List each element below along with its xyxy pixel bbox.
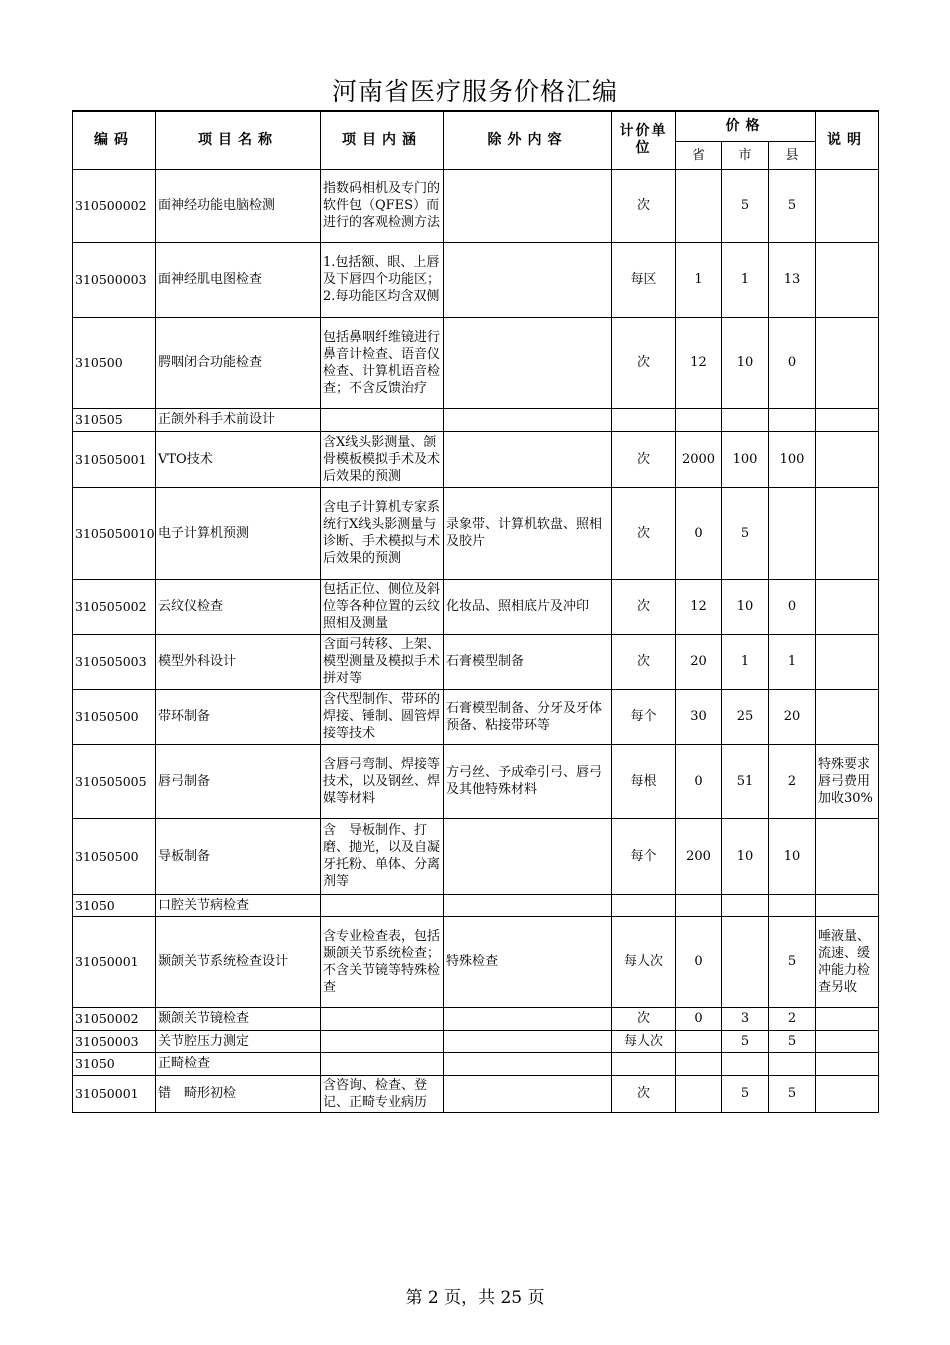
row-price-province xyxy=(676,1075,722,1112)
row-exclude xyxy=(444,818,612,894)
row-note xyxy=(816,579,879,634)
row-note xyxy=(816,317,879,408)
row-content: 含X线头影测量、颌骨模板模拟手术及术后效果的预测 xyxy=(321,431,444,487)
table-row xyxy=(73,818,879,894)
row-code: 310500 xyxy=(73,317,156,408)
row-exclude xyxy=(444,408,612,431)
row-name: 面神经功能电脑检测 xyxy=(156,169,321,242)
row-price-county: 5 xyxy=(769,1075,816,1112)
row-price-county xyxy=(769,894,816,916)
table-row xyxy=(73,916,879,1007)
row-name: 导板制备 xyxy=(156,818,321,894)
header-price: 价格 xyxy=(676,111,816,141)
row-price-city: 25 xyxy=(722,689,769,744)
row-code: 31050500 xyxy=(73,689,156,744)
row-price-city xyxy=(722,1052,769,1075)
row-price-province xyxy=(676,408,722,431)
row-name: 颞颌关节系统检查设计 xyxy=(156,916,321,1007)
row-exclude xyxy=(444,1007,612,1030)
row-code: 31050 xyxy=(73,894,156,916)
header-code: 编码 xyxy=(73,111,156,169)
row-code: 310505001 xyxy=(73,431,156,487)
row-code: 31050001 xyxy=(73,916,156,1007)
row-price-province: 0 xyxy=(676,744,722,818)
row-price-city: 3 xyxy=(722,1007,769,1030)
row-content xyxy=(321,894,444,916)
row-content xyxy=(321,408,444,431)
row-code: 310505005 xyxy=(73,744,156,818)
row-price-city: 1 xyxy=(722,634,769,689)
row-code: 310505 xyxy=(73,408,156,431)
row-exclude: 方弓丝、予成牵引弓、唇弓及其他特殊材料 xyxy=(444,744,612,818)
row-unit: 次 xyxy=(612,169,676,242)
row-price-county: 5 xyxy=(769,169,816,242)
row-content xyxy=(321,1007,444,1030)
row-exclude: 特殊检查 xyxy=(444,916,612,1007)
row-price-county: 2 xyxy=(769,744,816,818)
header-county: 县 xyxy=(769,141,816,169)
row-price-county: 5 xyxy=(769,916,816,1007)
row-exclude: 石膏模型制备 xyxy=(444,634,612,689)
row-price-province: 2000 xyxy=(676,431,722,487)
row-note xyxy=(816,894,879,916)
row-unit: 次 xyxy=(612,1075,676,1112)
row-content: 1.包括额、眼、上唇及下唇四个功能区；2.每功能区均含双侧 xyxy=(321,242,444,317)
row-price-city: 5 xyxy=(722,169,769,242)
row-code: 310505003 xyxy=(73,634,156,689)
row-price-city xyxy=(722,916,769,1007)
row-exclude xyxy=(444,431,612,487)
table-row xyxy=(73,431,879,487)
row-unit: 次 xyxy=(612,579,676,634)
table-row xyxy=(73,579,879,634)
row-price-city: 5 xyxy=(722,1030,769,1052)
table-row xyxy=(73,894,879,916)
row-exclude xyxy=(444,317,612,408)
table-row xyxy=(73,487,879,579)
row-price-province: 12 xyxy=(676,317,722,408)
row-unit: 次 xyxy=(612,487,676,579)
row-content: 含面弓转移、上架、模型测量及模拟手术拼对等 xyxy=(321,634,444,689)
row-name: 错 畸形初检 xyxy=(156,1075,321,1112)
row-price-province xyxy=(676,894,722,916)
row-price-province: 0 xyxy=(676,916,722,1007)
row-name: 电子计算机预测 xyxy=(156,487,321,579)
table-row xyxy=(73,242,879,317)
row-name: 正颌外科手术前设计 xyxy=(156,408,321,431)
row-price-city: 10 xyxy=(722,317,769,408)
row-code: 31050003 xyxy=(73,1030,156,1052)
row-exclude xyxy=(444,1030,612,1052)
row-note xyxy=(816,242,879,317)
row-content xyxy=(321,1052,444,1075)
row-note: 唾液量、流速、缓冲能力检查另收 xyxy=(816,916,879,1007)
row-note xyxy=(816,1007,879,1030)
row-code: 310500002 xyxy=(73,169,156,242)
row-price-county: 0 xyxy=(769,317,816,408)
page-title: 河南省医疗服务价格汇编 xyxy=(331,77,618,106)
table-row xyxy=(73,169,879,242)
row-price-county: 100 xyxy=(769,431,816,487)
row-unit: 次 xyxy=(612,431,676,487)
row-price-county xyxy=(769,408,816,431)
row-price-province: 12 xyxy=(676,579,722,634)
row-content: 包括正位、侧位及斜位等各种位置的云纹照相及测量 xyxy=(321,579,444,634)
row-unit xyxy=(612,894,676,916)
row-price-province xyxy=(676,1030,722,1052)
row-price-province: 200 xyxy=(676,818,722,894)
row-name: 颞颌关节镜检查 xyxy=(156,1007,321,1030)
row-unit: 次 xyxy=(612,317,676,408)
row-price-city xyxy=(722,894,769,916)
row-unit: 次 xyxy=(612,634,676,689)
row-note xyxy=(816,1030,879,1052)
table-body xyxy=(73,169,879,1112)
row-name: 口腔关节病检查 xyxy=(156,894,321,916)
row-note xyxy=(816,634,879,689)
row-exclude xyxy=(444,242,612,317)
row-price-province: 0 xyxy=(676,487,722,579)
row-price-city xyxy=(722,408,769,431)
row-code: 310500003 xyxy=(73,242,156,317)
row-note xyxy=(816,169,879,242)
row-unit xyxy=(612,408,676,431)
row-note xyxy=(816,487,879,579)
row-content: 含代型制作、带环的焊接、锤制、圆管焊接等技术 xyxy=(321,689,444,744)
price-table xyxy=(72,110,879,1113)
row-content: 指数码相机及专门的软件包（QFES）而进行的客观检测方法 xyxy=(321,169,444,242)
row-price-city: 51 xyxy=(722,744,769,818)
row-name: 唇弓制备 xyxy=(156,744,321,818)
row-price-province: 30 xyxy=(676,689,722,744)
table-row xyxy=(73,1075,879,1112)
row-content: 包括鼻咽纤维镜进行鼻音计检查、语音仪检查、计算机语音检查；不含反馈治疗 xyxy=(321,317,444,408)
row-code: 31050500 xyxy=(73,818,156,894)
row-name: VTO技术 xyxy=(156,431,321,487)
header-province: 省 xyxy=(676,141,722,169)
table-row xyxy=(73,689,879,744)
row-exclude xyxy=(444,894,612,916)
row-unit: 每人次 xyxy=(612,1030,676,1052)
row-price-county: 1 xyxy=(769,634,816,689)
row-content xyxy=(321,1030,444,1052)
row-unit xyxy=(612,1052,676,1075)
header-city: 市 xyxy=(722,141,769,169)
row-code: 31050 xyxy=(73,1052,156,1075)
header-content: 项目内涵 xyxy=(321,111,444,169)
row-price-city: 100 xyxy=(722,431,769,487)
table-row xyxy=(73,634,879,689)
row-exclude: 化妆品、照相底片及冲印 xyxy=(444,579,612,634)
row-content: 含电子计算机专家系统行X线头影测量与诊断、手术模拟与术后效果的预测 xyxy=(321,487,444,579)
row-price-county: 10 xyxy=(769,818,816,894)
row-price-city: 5 xyxy=(722,1075,769,1112)
row-price-county xyxy=(769,1052,816,1075)
row-note: 特殊要求唇弓费用加收30% xyxy=(816,744,879,818)
row-unit: 每个 xyxy=(612,818,676,894)
row-content: 含咨询、检查、登记、正畸专业病历 xyxy=(321,1075,444,1112)
row-name: 带环制备 xyxy=(156,689,321,744)
row-unit: 次 xyxy=(612,1007,676,1030)
row-name: 模型外科设计 xyxy=(156,634,321,689)
row-name: 云纹仪检查 xyxy=(156,579,321,634)
row-note xyxy=(816,818,879,894)
row-content: 含 导板制作、打磨、抛光，以及自凝牙托粉、单体、分离剂等 xyxy=(321,818,444,894)
row-note xyxy=(816,408,879,431)
row-price-city: 10 xyxy=(722,579,769,634)
header-unit: 计价单位 xyxy=(612,111,676,169)
table-row xyxy=(73,1052,879,1075)
row-price-province: 20 xyxy=(676,634,722,689)
header-note: 说明 xyxy=(816,111,879,169)
row-unit: 每人次 xyxy=(612,916,676,1007)
table-row xyxy=(73,1007,879,1030)
table-row xyxy=(73,1030,879,1052)
row-name: 腭咽闭合功能检查 xyxy=(156,317,321,408)
row-exclude xyxy=(444,169,612,242)
row-name: 正畸检查 xyxy=(156,1052,321,1075)
table-row xyxy=(73,744,879,818)
header-name: 项目名称 xyxy=(156,111,321,169)
row-price-county: 2 xyxy=(769,1007,816,1030)
row-content: 含唇弓弯制、焊接等技术，以及钢丝、焊媒等材料 xyxy=(321,744,444,818)
row-name: 关节腔压力测定 xyxy=(156,1030,321,1052)
row-code: 31050001 xyxy=(73,1075,156,1112)
row-price-province xyxy=(676,169,722,242)
row-note xyxy=(816,1052,879,1075)
row-note xyxy=(816,1075,879,1112)
table-row xyxy=(73,317,879,408)
header-exclude: 除外内容 xyxy=(444,111,612,169)
row-price-county: 20 xyxy=(769,689,816,744)
row-price-city: 1 xyxy=(722,242,769,317)
row-note xyxy=(816,431,879,487)
row-unit: 每区 xyxy=(612,242,676,317)
row-exclude: 录象带、计算机软盘、照相及胶片 xyxy=(444,487,612,579)
row-price-county: 5 xyxy=(769,1030,816,1052)
page-footer: 第 2 页，共 25 页 xyxy=(405,1288,545,1308)
row-unit: 每根 xyxy=(612,744,676,818)
row-price-province: 1 xyxy=(676,242,722,317)
row-price-county: 0 xyxy=(769,579,816,634)
table-row xyxy=(73,408,879,431)
row-code: 310505002 xyxy=(73,579,156,634)
row-price-province xyxy=(676,1052,722,1075)
row-note xyxy=(816,689,879,744)
row-price-county xyxy=(769,487,816,579)
row-price-county: 13 xyxy=(769,242,816,317)
row-unit: 每个 xyxy=(612,689,676,744)
row-code: 31050002 xyxy=(73,1007,156,1030)
row-name: 面神经肌电图检查 xyxy=(156,242,321,317)
row-price-province: 0 xyxy=(676,1007,722,1030)
row-price-city: 10 xyxy=(722,818,769,894)
row-exclude xyxy=(444,1075,612,1112)
row-exclude: 石膏模型制备、分牙及牙体预备、粘接带环等 xyxy=(444,689,612,744)
row-content: 含专业检查表，包括颞颌关节系统检查；不含关节镜等特殊检查 xyxy=(321,916,444,1007)
row-price-city: 5 xyxy=(722,487,769,579)
row-exclude xyxy=(444,1052,612,1075)
row-code: 3105050010 xyxy=(73,487,156,579)
